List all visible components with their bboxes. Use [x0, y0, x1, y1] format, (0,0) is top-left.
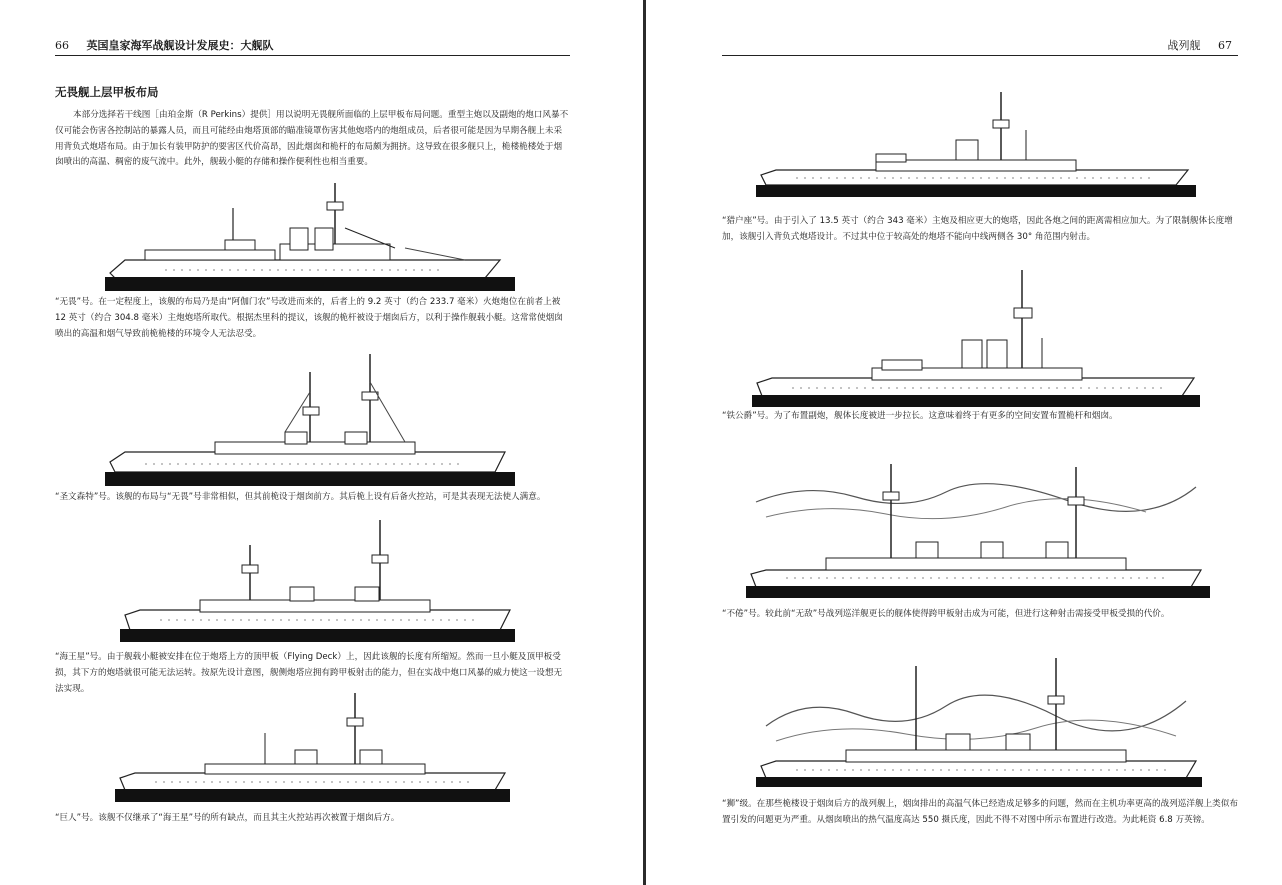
right-running-title: 战列舰 — [1167, 39, 1201, 52]
caption-indefatigable: “不倦”号。较此前“无敌”号战列巡洋舰更长的舰体使得跨甲板射击成为可能，但进行这种射击需接受甲板受损的代价。 — [722, 609, 1170, 619]
left-header-rule — [55, 55, 570, 56]
caption-colossus: “巨人”号。该舰不仅继承了“海王星”号的所有缺点，而且其主火控站再次被置于烟囱后方。 — [55, 813, 400, 823]
left-page-number: 66 — [55, 39, 69, 52]
right-header — [1168, 37, 1233, 53]
caption-st-vincent: “圣文森特”号。该舰的布局与“无畏”号非常相似，但其前桅设于烟囱前方。其后桅上设有后备火控站，可是其表现无法使人满意。 — [55, 492, 546, 502]
caption-lion: “狮”级。在那些桅楼设于烟囱后方的战列舰上，烟囱排出的高温气体已经造成足够多的问题，然而在主机功率更高的战列巡洋舰上类似布置引发的问题更为严重。从烟囱喷出的热气温度高达 550 摄氏度，因此不得不对图中所示布置进行改造。为此耗资 6.8 万英镑。 — [722, 799, 1238, 825]
ship-drawing-iron-duke — [752, 268, 1200, 408]
caption-iron-duke: “铁公爵”号。为了布置副炮，舰体长度被进一步拉长。这意味着终于有更多的空间安置布置桅杆和烟囱。 — [722, 411, 1118, 421]
right-page — [646, 0, 1282, 885]
right-header-rule — [722, 55, 1238, 56]
section-title: 无畏舰上层甲板布局 — [55, 85, 159, 99]
ship-drawing-colossus — [115, 688, 510, 803]
left-header — [55, 37, 274, 53]
ship-drawing-dreadnought — [105, 178, 515, 293]
right-page-number: 67 — [1218, 39, 1232, 52]
intro-paragraph: 本部分选择若干线图［由珀金斯（R Perkins）提供］用以说明无畏舰所面临的上层甲板布局问题。重型主炮以及副炮的炮口风暴不仅可能会伤害各控制站的暴露人员，而且可能经由炮塔顶部的瞄准镜罩伤害其他炮塔内的炮组成员，后者很可能是因为早期各舰上未采用背负式炮塔布局。由于加长有装甲防护的要害区代价高昂，因此烟囱和桅杆的布局颇为拥挤。这导致在很多舰只上，桅楼桅楼处于烟囱喷出的高温、稠密的废气流中。此外，舰载小艇的存储和操作便利性也相当重要。 — [55, 110, 569, 168]
caption-dreadnought: “无畏”号。在一定程度上，该舰的布局乃是由“阿伽门农”号改进而来的，后者上的 9.2 英寸（约合 233.7 毫米）火炮炮位在前者上被 12 英寸（约合 304.8 毫米）主炮炮塔所取代。根据杰里科的提议，该舰的桅杆被设于烟囱后方，以利于操作舰载小艇。这常常使烟囱喷出的高温和烟气导致前桅桅楼的环境令人无法忍受。 — [55, 297, 563, 339]
ship-drawing-indefatigable — [746, 462, 1210, 602]
caption-neptune: “海王星”号。由于舰载小艇被安排在位于炮塔上方的顶甲板（Flying Deck）上，因此该舰的长度有所缩短。然而一旦小艇及顶甲板受损，其下方的炮塔就很可能无法运转。按原先设计意图，舰侧炮塔应拥有跨甲板射击的能力，但在实战中炮口风暴的威力使这一设想无法实现。 — [55, 652, 563, 694]
ship-drawing-st-vincent — [105, 352, 515, 488]
ship-drawing-orion — [756, 90, 1196, 200]
caption-orion: “猎户座”号。由于引入了 13.5 英寸（约合 343 毫米）主炮及相应更大的炮塔，因此各炮之间的距离需相应加大。为了限制舰体长度增加，该舰引入背负式炮塔设计。不过其中位于较高处的炮塔不能向中线两侧各 30° 角范围内射击。 — [722, 216, 1233, 242]
ship-drawing-neptune — [120, 515, 515, 643]
ship-drawing-lion — [756, 656, 1202, 788]
left-running-title: 英国皇家海军战舰设计发展史：大舰队 — [86, 39, 274, 52]
